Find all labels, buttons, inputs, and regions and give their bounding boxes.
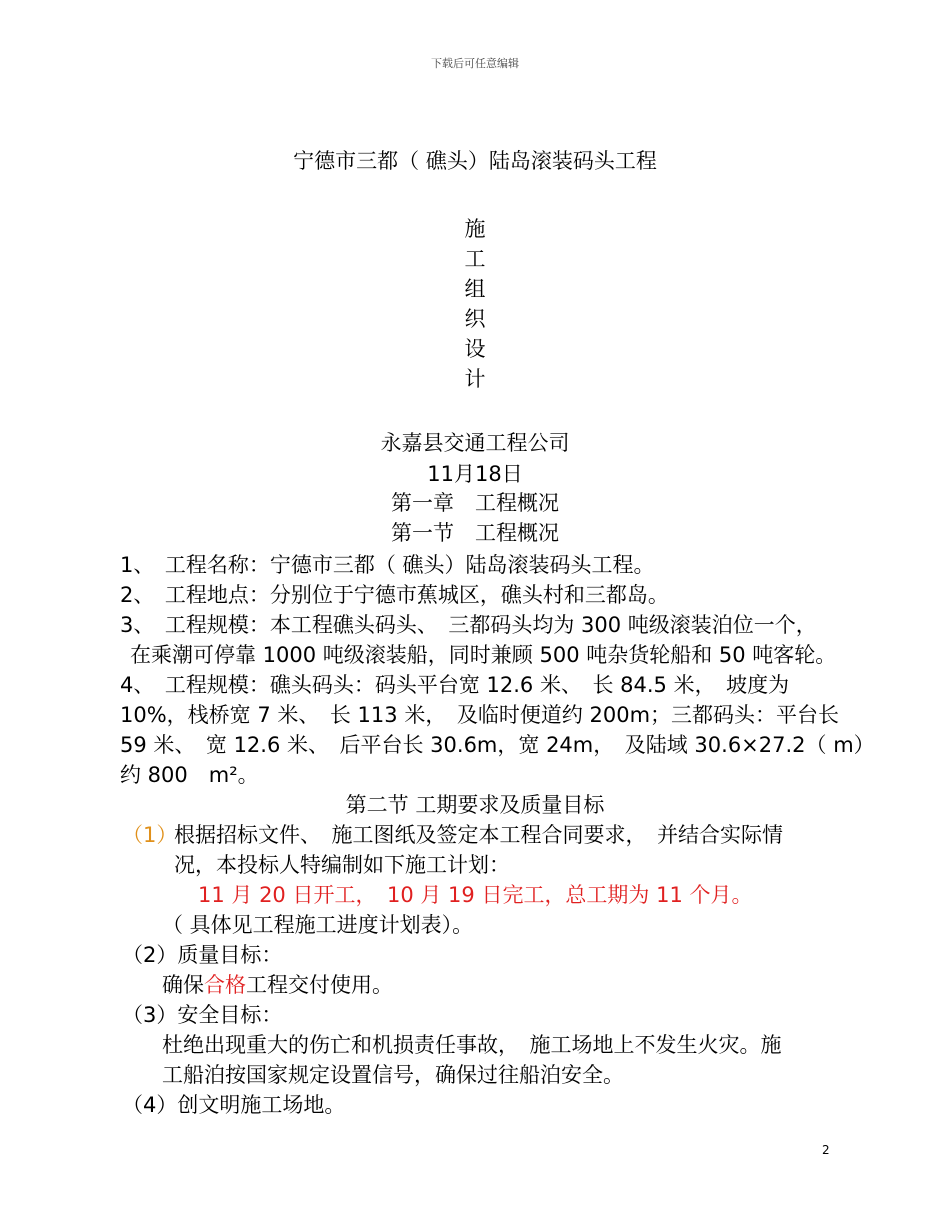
goal-3-text-cont: 工船泊按国家规定设置信号，确保过往船泊安全。 (162, 1063, 624, 1087)
overview-item-4-cont: 59 米、 宽 12.6 米、 后平台长 30.6m，宽 24m， 及陆域 30.6×27.2（ m） (120, 733, 875, 757)
vertical-title-char: 施 (464, 217, 486, 241)
vertical-title-char: 织 (464, 307, 486, 331)
vertical-title-char: 计 (464, 367, 486, 391)
company-name: 永嘉县交通工程公司 (380, 431, 570, 455)
goal-2-text (162, 969, 393, 999)
document-date: 11月18日 (427, 462, 523, 486)
overview-item-3: 3、 工程规模：本工程礁头码头、 三都码头均为 300 吨级滚装泊位一个， (120, 613, 817, 637)
overview-item-1: 1、 工程名称：宁德市三都（ 礁头）陆岛滚装码头工程。 (120, 553, 655, 577)
overview-item-4: 4、 工程规模：礁头码头：码头平台宽 12.6 米、 长 84.5 米， 坡度为 (120, 673, 790, 697)
section-heading-1: 第一节 工程概况 (391, 521, 559, 545)
document-title: 宁德市三都（ 礁头）陆岛滚装码头工程 (293, 149, 657, 173)
quality-highlight: 合格 (204, 973, 246, 997)
vertical-title-char: 工 (464, 247, 486, 271)
goal-1-text-cont: 况，本投标人特编制如下施工计划： (174, 853, 510, 877)
section-heading-2: 第二节 工期要求及质量目标 (345, 793, 605, 817)
goal-1-number: （1） (122, 823, 178, 847)
schedule-note: （ 具体见工程施工进度计划表）。 (162, 913, 474, 937)
vertical-title-char: 组 (464, 277, 486, 301)
goal-2-post: 工程交付使用。 (246, 973, 393, 997)
goal-3-title: （3）安全目标： (122, 1003, 283, 1027)
goal-3-text: 杜绝出现重大的伤亡和机损责任事故， 施工场地上不发生火灾。施 (162, 1033, 782, 1057)
overview-item-4-cont: 10%，栈桥宽 7 米、 长 113 米， 及临时便道约 200m；三都码头：平台长 (120, 703, 840, 727)
chapter-heading: 第一章 工程概况 (391, 491, 559, 515)
overview-item-4-cont: 约 800 m²。 (120, 763, 259, 787)
goal-2-title: （2）质量目标： (122, 943, 283, 967)
overview-item-2: 2、 工程地点：分别位于宁德市蕉城区，礁头村和三都岛。 (120, 583, 669, 607)
goal-4-title: （4）创文明施工场地。 (122, 1093, 346, 1117)
page-number: 2 (822, 1143, 830, 1157)
goal-1-text: 根据招标文件、 施工图纸及签定本工程合同要求， 并结合实际情 (174, 823, 783, 847)
page-header: 下载后可任意编辑 (431, 57, 519, 70)
schedule-highlight: 11 月 20 日开工， 10 月 19 日完工，总工期为 11 个月。 (198, 883, 753, 907)
overview-item-3-cont: 在乘潮可停靠 1000 吨级滚装船，同时兼顾 500 吨杂货轮船和 50 吨客轮。 (130, 643, 837, 667)
vertical-title-char: 设 (464, 337, 486, 361)
goal-2-pre: 确保 (162, 973, 204, 997)
